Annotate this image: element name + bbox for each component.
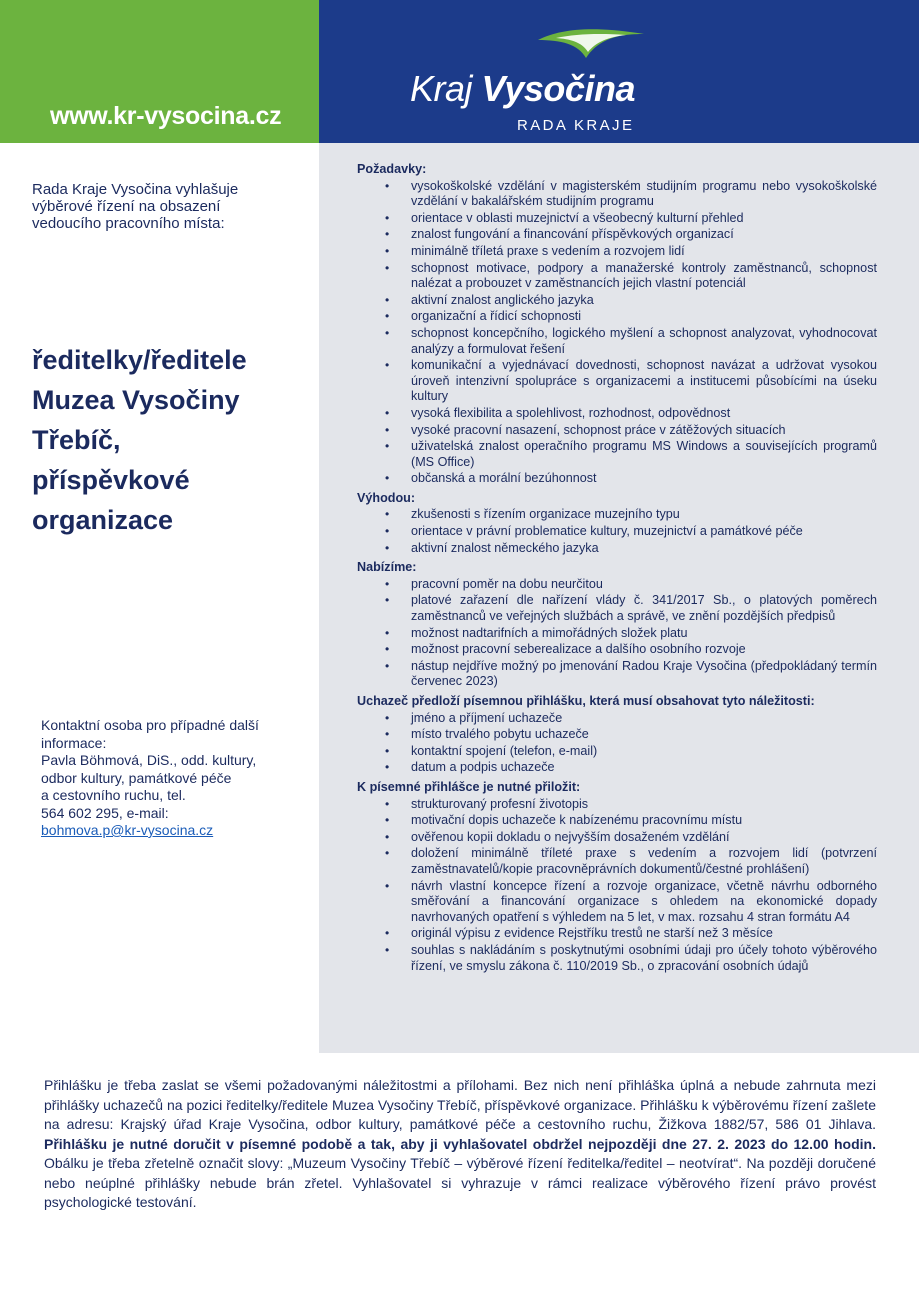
contact-line: 564 602 295, e-mail: — [41, 804, 169, 821]
position-title — [32, 340, 302, 540]
contact-email-link[interactable]: bohmova.p@kr-vysocina.cz — [41, 822, 214, 838]
footer-text-2: Obálku je třeba zřetelně označit slovy: „Muzeum Vysočiny Třebíč – výběrové řízení ředitelka/ředitel – neotvírat“. Na později doručené nebo neúplné přihlášky nebude brán zřetel. Vyhlašovatel si vyhrazuje v rámci realizace výběrového řízení právo provést psychologické testování. — [44, 1155, 876, 1210]
list-item: • souhlas s nakládáním s poskytnutými osobními údaji pro účely tohoto výběrového řízení, ve smyslu zákona č. 110/2019 Sb., o zpracování osobních údajů — [357, 943, 877, 974]
website-url: www.kr-vysocina.cz — [50, 102, 282, 130]
logo-kraj: Kraj — [410, 68, 482, 109]
list-item: • platové zařazení dle nařízení vlády č. 341/2017 Sb., o platových poměrech zaměstnanců ve veřejných službách a správě, ve znění pozdějších předpisů — [357, 593, 877, 624]
section-list — [357, 179, 877, 487]
title-line: příspěvkové — [32, 465, 190, 495]
list-item: • motivační dopis uchazeče k nabízenému pracovnímu místu — [357, 813, 877, 829]
title-line: ředitelky/ředitele — [32, 345, 247, 375]
list-item: • schopnost koncepčního, logického myšlení a schopnost analyzovat, vyhodnocovat analýzy a formulovat řešení — [357, 326, 877, 357]
section-heading: Výhodou: — [357, 490, 416, 505]
list-item: • pracovní poměr na dobu neurčitou — [357, 577, 877, 593]
section-heading: Uchazeč předloží písemnou přihlášku, která musí obsahovat tyto náležitosti: — [357, 694, 815, 708]
list-item: • originál výpisu z evidence Rejstříku trestů ne starší než 3 měsíce — [357, 926, 877, 942]
footer-deadline: Přihlášku je nutné doručit v písemné podobě a tak, aby ji vyhlašovatel obdržel nejpozději dne 27. 2. 2023 do 12.00 hodin. — [44, 1135, 876, 1152]
title-line: Muzea Vysočiny — [32, 385, 240, 415]
footer-text-1: Přihlášku je třeba zaslat se všemi požadovanými náležitostmi a přílohami. Bez nich není přihláška úplná a nebude zahrnuta mezi přihlášky uchazečů na pozici ředitelky/ředitele Muzea Vysočiny Třebíč, příspěvkové organizace. Přihlášku k výběrovému řízení zašlete na adresu: Krajský úřad Kraje Vysočina, odbor kultury, památkové péče a cestovního ruchu, Žižkova 1882/57, 586 01 Jihlava. — [44, 1077, 876, 1132]
list-item: • aktivní znalost anglického jazyka — [357, 293, 877, 309]
list-item: • orientace v oblasti muzejnictví a všeobecný kulturní přehled — [357, 211, 877, 227]
section-list — [357, 507, 877, 556]
list-item: • nástup nejdříve možný po jmenování Radou Kraje Vysočina (předpokládaný termín červenec 2023) — [357, 659, 877, 690]
list-item: • kontaktní spojení (telefon, e-mail) — [357, 744, 877, 760]
list-item: • návrh vlastní koncepce řízení a rozvoje organizace, včetně návrhu odborného směřování a financování organizace s ohledem na ekonomické dopady navrhovaných opatření s výhledem na 5 let, v max. rozsahu 4 stran formátu A4 — [357, 879, 877, 926]
list-item: • vysoké pracovní nasazení, schopnost práce v zátěžových situacích — [357, 423, 877, 439]
list-item: • aktivní znalost německého jazyka — [357, 541, 877, 557]
list-item: • vysokoškolské vzdělání v magisterském studijním programu nebo vysokoškolské vzdělání v bakalářském studijním programu — [357, 179, 877, 210]
kraj-vysocina-logo-swoosh-icon — [536, 28, 646, 68]
list-item: • strukturovaný profesní životopis — [357, 797, 877, 813]
logo-vysocina: Vysočina — [481, 68, 635, 109]
list-item: • jméno a příjmení uchazeče — [357, 711, 877, 727]
list-item: • místo trvalého pobytu uchazeče — [357, 727, 877, 743]
footer-instructions — [44, 1076, 876, 1213]
requirements-list — [357, 162, 877, 976]
intro-text: Rada Kraje Vysočina vyhlašuje výběrové řízení na obsazení vedoucího pracovního místa: — [32, 181, 239, 232]
list-item: • ověřenou kopii dokladu o nejvyšším dosaženém vzdělání — [357, 830, 877, 846]
header-green-band — [0, 0, 319, 143]
section-heading: Požadavky: — [357, 162, 427, 176]
contact-line: Pavla Böhmová, DiS., odd. kultury, — [41, 752, 257, 768]
list-item: • doložení minimálně tříleté praxe s vedením a rozvojem lidí (potvrzení zaměstnavatelů/kopie pracovněprávních dokumentů/čestné prohlášení) — [357, 846, 877, 877]
list-item: • datum a podpis uchazeče — [357, 760, 877, 776]
section-heading: Nabízíme: — [357, 560, 417, 575]
contact-info — [41, 717, 301, 840]
list-item: • zkušenosti s řízením organizace muzejního typu — [357, 507, 877, 523]
title-line: organizace — [32, 505, 174, 535]
section-list — [357, 797, 877, 975]
list-item: • možnost pracovní seberealizace a dalšího osobního rozvoje — [357, 642, 877, 658]
list-item: • organizační a řídicí schopnosti — [357, 309, 877, 325]
logo-subtitle: RADA KRAJE — [517, 117, 635, 134]
list-item: • minimálně tříletá praxe s vedením a rozvojem lidí — [357, 244, 877, 260]
section-list — [357, 711, 877, 776]
contact-line: a cestovního ruchu, tel. — [41, 787, 186, 803]
list-item: • uživatelská znalost operačního programu MS Windows a souvisejících programů (MS Office) — [357, 439, 877, 470]
list-item: • občanská a morální bezúhonnost — [357, 471, 877, 487]
list-item: • komunikační a vyjednávací dovednosti, schopnost navázat a udržovat vysokou úroveň intenzivní spolupráce s organizacemi a institucemi působícími na úseku kultury — [357, 358, 877, 405]
list-item: • orientace v právní problematice kultury, muzejnictví a památkové péče — [357, 524, 877, 540]
list-item: • schopnost motivace, podpory a manažerské kontroly zaměstnanců, schopnost nalézat a probouzet v zaměstnancích jejich vlastní potenciál — [357, 261, 877, 292]
list-item: • možnost nadtarifních a mimořádných složek platu — [357, 626, 877, 642]
logo-wordmark — [410, 68, 635, 110]
list-item: • vysoká flexibilita a spolehlivost, rozhodnost, odpovědnost — [357, 406, 877, 422]
title-line: Třebíč, — [32, 425, 121, 455]
section-heading: K písemné přihlášce je nutné přiložit: — [357, 779, 581, 794]
section-list — [357, 577, 877, 690]
contact-line: Kontaktní osoba pro případné další informace: — [41, 717, 259, 751]
contact-line: odbor kultury, památkové péče — [41, 769, 232, 786]
list-item: • znalost fungování a financování příspěvkových organizací — [357, 227, 877, 243]
